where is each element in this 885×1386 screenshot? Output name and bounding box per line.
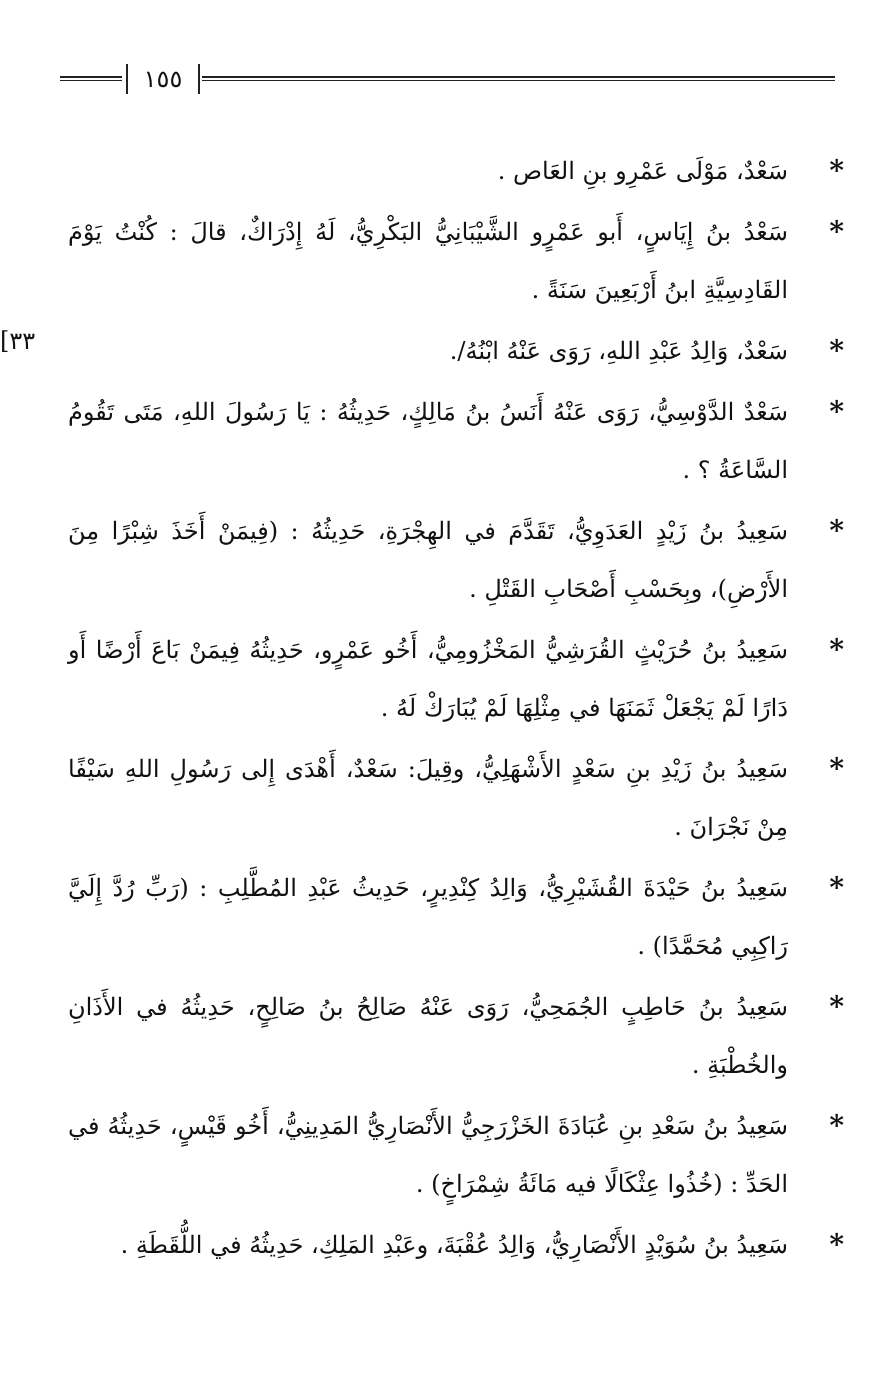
header-rule-right — [202, 76, 835, 81]
header-divider-left — [126, 64, 128, 94]
entry-text: سَعِيدُ بنُ سَعْدِ بنِ عُبَادَةَ الخَزْرَجِيُّ الأَنْصَارِيُّ المَدِينِيُّ، أَخُو قَيْسٍ، حَدِيثُهُ في الحَدِّ : (خُذُوا عِثْكَالًا فيه مَائَةُ شِمْرَاخٍ) . — [68, 1112, 788, 1198]
list-item — [68, 502, 846, 618]
asterisk-marker: * — [829, 1228, 844, 1261]
header-rule-left — [60, 76, 122, 81]
entry-text: سَعْدٌ، مَوْلَى عَمْرِو بنِ العَاص . — [497, 157, 788, 185]
asterisk-marker: * — [829, 514, 844, 547]
entry-text: سَعِيدُ بنُ حُرَيْثٍ القُرَشِيُّ المَخْزُومِيُّ، أَخُو عَمْرٍو، حَدِيثُهُ فِيمَنْ بَاعَ أَرْضًا أَو دَارًا لَمْ يَجْعَلْ ثَمَنَهَا في مِثْلِهَا لَمْ يُبَارَكْ لَهُ . — [68, 636, 788, 722]
list-item — [68, 621, 846, 737]
page-number: ١٥٥ — [143, 65, 183, 93]
list-item — [68, 1097, 846, 1213]
entry-text: سَعِيدُ بنُ سُوَيْدٍ الأَنْصَارِيُّ، وَالِدُ عُقْبَةَ، وعَبْدِ المَلِكِ، حَدِيثُهُ في اللُّقَطَةِ . — [120, 1231, 788, 1259]
list-item — [68, 859, 846, 975]
entry-text: سَعْدُ بنُ إِيَاسٍ، أَبو عَمْرٍو الشَّيْبَانِيُّ البَكْرِيُّ، لَهُ إِدْرَاكٌ، قالَ : كُنْتُ يَوْمَ القَادِسِيَّةِ ابنُ أَرْبَعِينَ سَنَةً . — [68, 218, 788, 304]
entry-text: سَعِيدُ بنُ زَيْدِ بنِ سَعْدٍ الأَشْهَلِيُّ، وقِيلَ: سَعْدٌ، أَهْدَى إِلى رَسُولِ اللهِ سَيْفًا مِنْ نَجْرَانَ . — [68, 755, 788, 841]
list-item — [68, 203, 846, 319]
asterisk-marker: * — [829, 752, 844, 785]
entry-text: سَعِيدُ بنُ حَيْدَةَ القُشَيْرِيُّ، وَالِدُ كِنْدِيرٍ، حَدِيثُ عَبْدِ المُطَّلِبِ : (رَبِّ رُدَّ إِلَيَّ رَاكِبِي مُحَمَّدًا) . — [68, 874, 788, 960]
header-divider-right — [198, 64, 200, 94]
page-header — [60, 62, 835, 102]
asterisk-marker: * — [829, 334, 844, 367]
list-item — [68, 978, 846, 1094]
asterisk-marker: * — [829, 215, 844, 248]
margin-note: [٣٣ — [0, 327, 36, 355]
list-item — [68, 1216, 846, 1274]
list-item — [68, 322, 846, 380]
asterisk-marker: * — [829, 1109, 844, 1142]
entry-text: سَعِيدُ بنُ زَيْدٍ العَدَوِيُّ، تَقَدَّمَ في الهِجْرَةِ، حَدِيثُهُ : (فِيمَنْ أَخَذَ شِبْرًا مِنَ الأَرْضِ)، وبِحَسْبِ أَصْحَابِ القَتْلِ . — [68, 517, 788, 603]
asterisk-marker: * — [829, 633, 844, 666]
asterisk-marker: * — [829, 871, 844, 904]
entry-list — [68, 142, 846, 1277]
list-item — [68, 142, 846, 200]
list-item — [68, 383, 846, 499]
list-item — [68, 740, 846, 856]
entry-text: سَعِيدُ بنُ حَاطِبٍ الجُمَحِيُّ، رَوَى عَنْهُ صَالِحُ بنُ صَالِحٍ، حَدِيثُهُ في الأَذَانِ والخُطْبَةِ . — [68, 993, 788, 1079]
asterisk-marker: * — [829, 154, 844, 187]
entry-text: سَعْدٌ، وَالِدُ عَبْدِ اللهِ، رَوَى عَنْهُ ابْنُهُ/. — [449, 337, 788, 365]
asterisk-marker: * — [829, 990, 844, 1023]
asterisk-marker: * — [829, 395, 844, 428]
entry-text: سَعْدٌ الدَّوْسِيُّ، رَوَى عَنْهُ أَنَسُ بنُ مَالِكٍ، حَدِيثُهُ : يَا رَسُولَ اللهِ، مَتَى تَقُومُ السَّاعَةُ ؟ . — [68, 398, 788, 484]
